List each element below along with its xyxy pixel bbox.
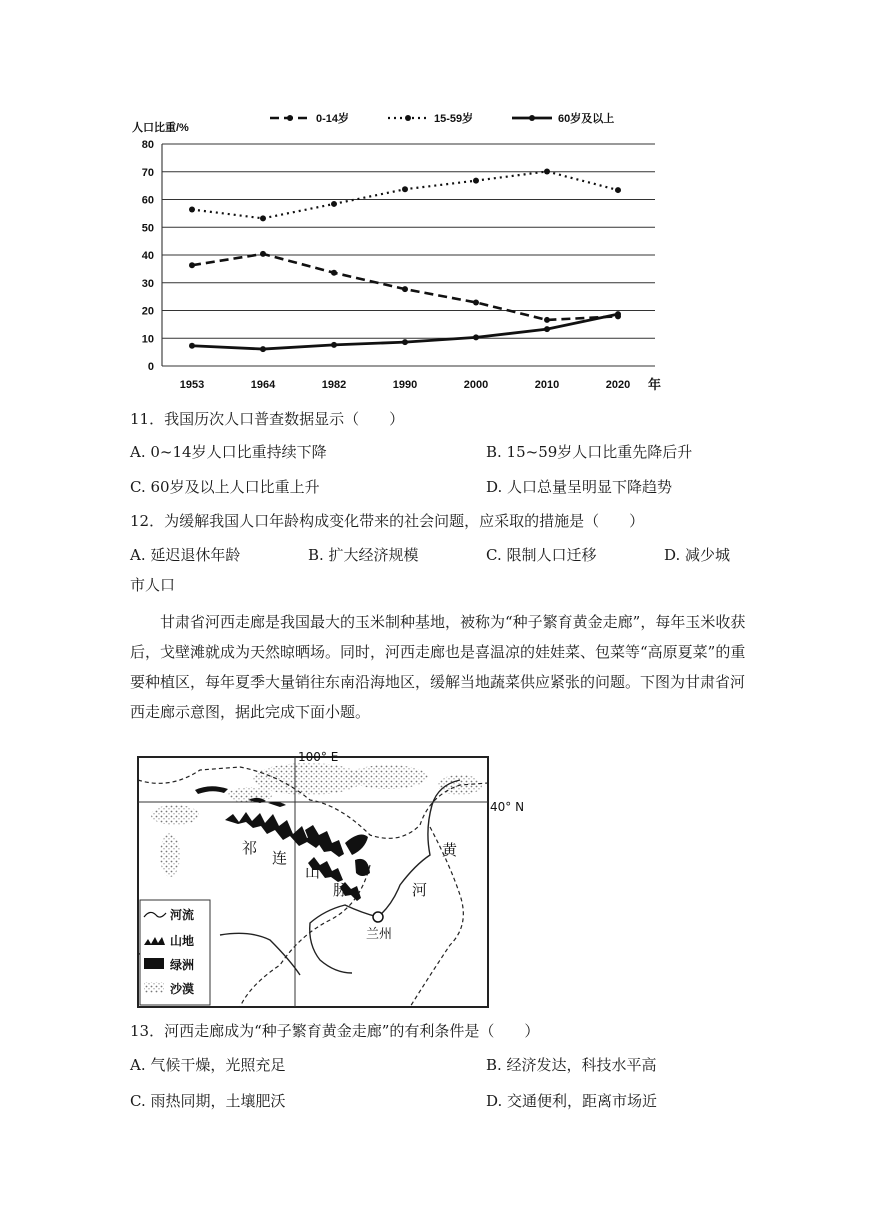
y-tick-label: 20 [141,305,154,318]
map-label-huang: 黄 [442,841,458,859]
legend-label-2: 60岁及以上 [558,113,615,125]
legend-label-1: 15-59岁 [434,113,474,125]
map-label-lanzhou: 兰州 [366,927,393,942]
population-chart [120,100,680,400]
data-point [189,262,195,268]
legend-oasis: 绿洲 [170,958,195,972]
data-point [615,311,621,317]
q13-option-a[interactable]: A. 气候干燥，光照充足 [130,1056,286,1074]
q13-option-c[interactable]: C. 雨热同期，土壤肥沃 [130,1092,286,1110]
y-tick-label: 60 [141,194,154,207]
x-tick-label: 1990 [392,379,418,391]
hexi-corridor-map [130,745,530,1010]
chart-legend [270,111,614,125]
data-point [473,178,479,184]
data-point [615,187,621,193]
x-tick-label: 2000 [463,379,489,391]
chart-series [189,168,621,352]
x-axis-label: 年 [648,377,662,392]
q13-option-d[interactable]: D. 交通便利，距离市场近 [486,1092,658,1110]
x-tick-label: 1964 [250,379,276,391]
legend-marker-1 [405,115,411,121]
y-axis-ticks [142,139,154,373]
q12-option-c[interactable]: C. 限制人口迁移 [486,546,597,564]
data-point [260,251,266,257]
map-legend [140,900,210,1005]
y-tick-label: 50 [141,222,154,235]
data-point [402,286,408,292]
q11-option-c[interactable]: C. 60岁及以上人口比重上升 [130,478,320,496]
q11-option-a[interactable]: A. 0~14岁人口比重持续下降 [130,443,327,461]
data-point [473,299,479,305]
legend-label-0: 0-14岁 [316,113,350,125]
legend-desert: 沙漠 [170,982,195,996]
q12-option-d[interactable]: D. 减少城 [664,546,731,564]
x-axis-ticks [180,379,630,391]
longitude-label: 100° E [298,750,339,764]
data-point [189,206,195,212]
x-tick-label: 2010 [534,379,560,391]
legend-marker-0 [287,115,293,121]
y-axis-label: 人口比重/% [132,122,189,134]
x-tick-label: 1953 [179,379,205,391]
legend-marker-2 [529,115,535,121]
data-point [544,317,550,323]
data-point [402,339,408,345]
series-line-1 [192,171,618,218]
data-point [331,270,337,276]
y-tick-label: 80 [141,139,154,151]
legend-river: 河流 [170,908,195,922]
map-label-shan: 山 [305,863,321,881]
y-tick-label: 40 [141,250,154,262]
map-label-mai: 脉 [333,881,349,899]
latitude-label: 40° N [490,800,525,814]
question-11-stem: 11．我国历次人口普查数据显示（ ） [130,410,405,428]
chart-grid [162,144,655,366]
data-point [402,186,408,192]
data-point [473,334,479,340]
data-point [260,215,266,221]
data-point [544,326,550,332]
question-13-stem: 13．河西走廊成为“种子繁育黄金走廊”的有利条件是（ ） [130,1022,540,1040]
x-tick-label: 1982 [321,379,347,391]
data-point [331,201,337,207]
y-tick-label: 30 [141,277,154,290]
q12-option-b[interactable]: B. 扩大经济规模 [308,546,419,564]
passage-text: 甘肃省河西走廊是我国最大的玉米制种基地，被称为“种子繁育黄金走廊”，每年玉米收获后，戈壁滩就成为天然晾晒场。同时，河西走廊也是喜温凉的娃娃菜、包菜等“高原夏菜”的重要种植区，每年夏季大量销往东南沿海地区，缓解当地蔬菜供应紧张的问题。下图为甘肃省河西走廊示意图，据此完成下面小题。 [130,613,746,721]
q12-option-d-wrap: 市人口 [130,576,176,594]
data-point [544,168,550,174]
data-point [189,343,195,349]
map-label-he: 河 [412,881,428,899]
q12-option-a[interactable]: A. 延迟退休年龄 [130,546,241,564]
data-point [331,342,337,348]
question-12-stem: 12．为缓解我国人口年龄构成变化带来的社会问题，应采取的措施是（ ） [130,512,645,530]
data-point [260,346,266,352]
y-tick-label: 70 [141,166,154,179]
y-tick-label: 0 [147,361,154,373]
legend-mountain: 山地 [170,934,195,948]
map-label-qi: 祁 [242,839,258,857]
lanzhou-city-marker [373,912,383,922]
x-tick-label: 2020 [605,379,631,391]
y-tick-label: 10 [141,333,154,346]
map-label-lian: 连 [272,849,288,867]
q11-option-b[interactable]: B. 15~59岁人口比重先降后升 [486,443,693,461]
q13-option-b[interactable]: B. 经济发达，科技水平高 [486,1056,657,1074]
q11-option-d[interactable]: D. 人口总量呈明显下降趋势 [486,478,673,496]
